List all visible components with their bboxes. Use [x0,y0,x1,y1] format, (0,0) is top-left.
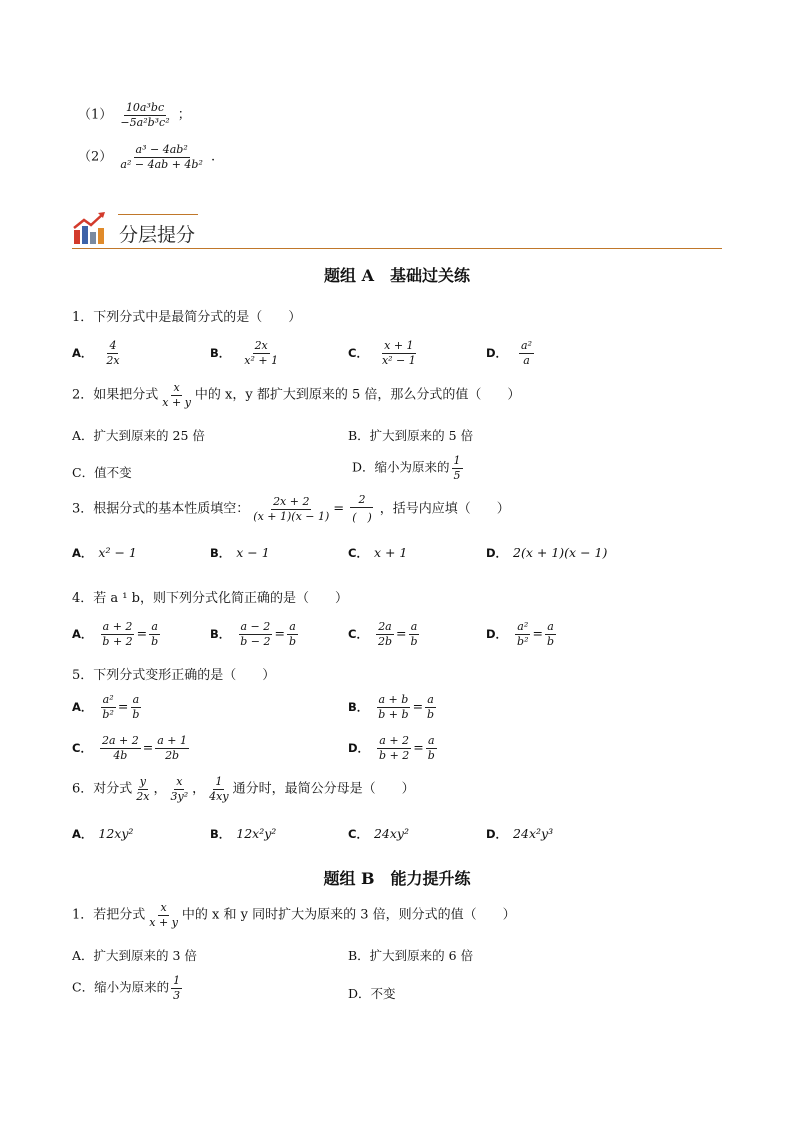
option-a4-c: C． $\frac{2a}{2b}$ = $\frac{a}{b}$ [348,620,418,648]
option-b1-c: C．缩小为原来的 $\frac{1}{3}$ [72,974,181,1002]
option-a1-a: A． $\frac{4}{2x}$ [72,339,120,367]
option-a4-d: D． $\frac{\text{a²}}{\text{b²}}$ = $\frac{a}{b}$ [486,620,555,648]
option-a1-b: B． $\frac{2x}{\text{x² + 1}}$ [210,339,279,367]
option-a5-b: B． $\frac{a + b}{b + b}$ = $\frac{a}{b}$ [348,693,435,721]
group-b-heading: 题组 B 能力提升练 [323,869,471,888]
option-a6-c: C． 24xy² [348,826,409,841]
bar-chart-rising-icon [72,210,108,246]
option-a4-a: A． $\frac{a + 2}{b + 2}$ = $\frac{a}{b}$ [72,620,159,648]
option-a2-b: B．扩大到原来的 5 倍 [348,428,474,443]
option-b1-b: B．扩大到原来的 6 倍 [348,948,474,963]
option-b1-a: A．扩大到原来的 3 倍 [72,948,197,963]
option-a6-b: B． 12x²y² [210,826,277,841]
title-overline [118,214,198,215]
option-a3-b: B． x − 1 [210,545,270,560]
option-a2-d: D．缩小为原来的 $\frac{1}{5}$ [352,454,461,482]
intro-problem-1: （1） $\frac{\text{10a³bc}}{\text{−5a²b³c²}}$ ； [78,101,191,129]
intro-problem-2-fraction: $\frac{\text{a³ − 4ab²}}{\text{a² − 4ab + 4b²}}$ [120,143,203,171]
intro-problem-2: （2） $\frac{\text{a³ − 4ab²}}{\text{a² − 4ab + 4b²}}$ . [78,143,216,171]
question-a1: 1．下列分式中是最简分式的是（ ） [72,310,302,325]
option-a6-a: A． 12xy² [72,826,134,841]
option-a2-a: A．扩大到原来的 25 倍 [72,428,205,443]
option-a5-d: D． $\frac{a + 2}{b + 2}$ = $\frac{a}{b}$ [348,734,435,762]
option-a3-c: C． x + 1 [348,545,408,560]
option-b1-d: D．不变 [348,986,396,1001]
section-divider [72,248,722,249]
option-a2-c: C．值不变 [72,465,132,480]
option-a5-a: A． $\frac{\text{a²}}{\text{b²}}$ = $\frac{a}{b}$ [72,693,140,721]
section-title: 分层提分 [119,224,196,246]
option-a4-b: B． $\frac{a - 2}{b - 2}$ = $\frac{a}{b}$ [210,620,297,648]
option-a5-c: C． $\frac{2a + 2}{4b}$ = $\frac{a + 1}{2b}$ [72,734,187,762]
option-a6-d: D． 24x²y³ [486,826,554,841]
group-a-heading: 题组 A 基础过关练 [324,266,470,285]
option-a3-d: D． 2(x + 1)(x − 1) [486,545,608,560]
option-a1-d: D． $\frac{\text{a²}}{a}$ [486,339,532,367]
question-a2: 2．如果把分式 $\frac{x}{x + y}$ 中的 x，y 都扩大到原来的 5 倍，那么分式的值（ ） [72,381,521,409]
intro-problem-1-fraction: $\frac{\text{10a³bc}}{\text{−5a²b³c²}}$ [120,101,170,129]
option-a1-c: C． $\frac{x + 1}{\text{x² − 1}}$ [348,339,416,367]
question-a3: 3．根据分式的基本性质填空： $\frac{2x + 2}{(x + 1)(x - 1)}$ = $\frac{2}{( )}$ ，括号内应填（ ） [72,493,510,524]
option-a3-a: A． x² − 1 [72,545,137,560]
question-b1: 1．若把分式 $\frac{x}{x + y}$ 中的 x 和 y 同时扩大为原来的 3 倍，则分式的值（ ） [72,901,516,929]
question-a4: 4．若 a ¹ b，则下列分式化简正确的是（ ） [72,591,348,606]
question-a6: 6．对分式 $\frac{y}{2x}$ ， $\frac{x}{\text{3y²}}$ ， $\frac{1}{4xy}$ 通分时，最简公分母是（ ） [72,775,415,803]
question-a5: 5．下列分式变形正确的是（ ） [72,668,276,683]
